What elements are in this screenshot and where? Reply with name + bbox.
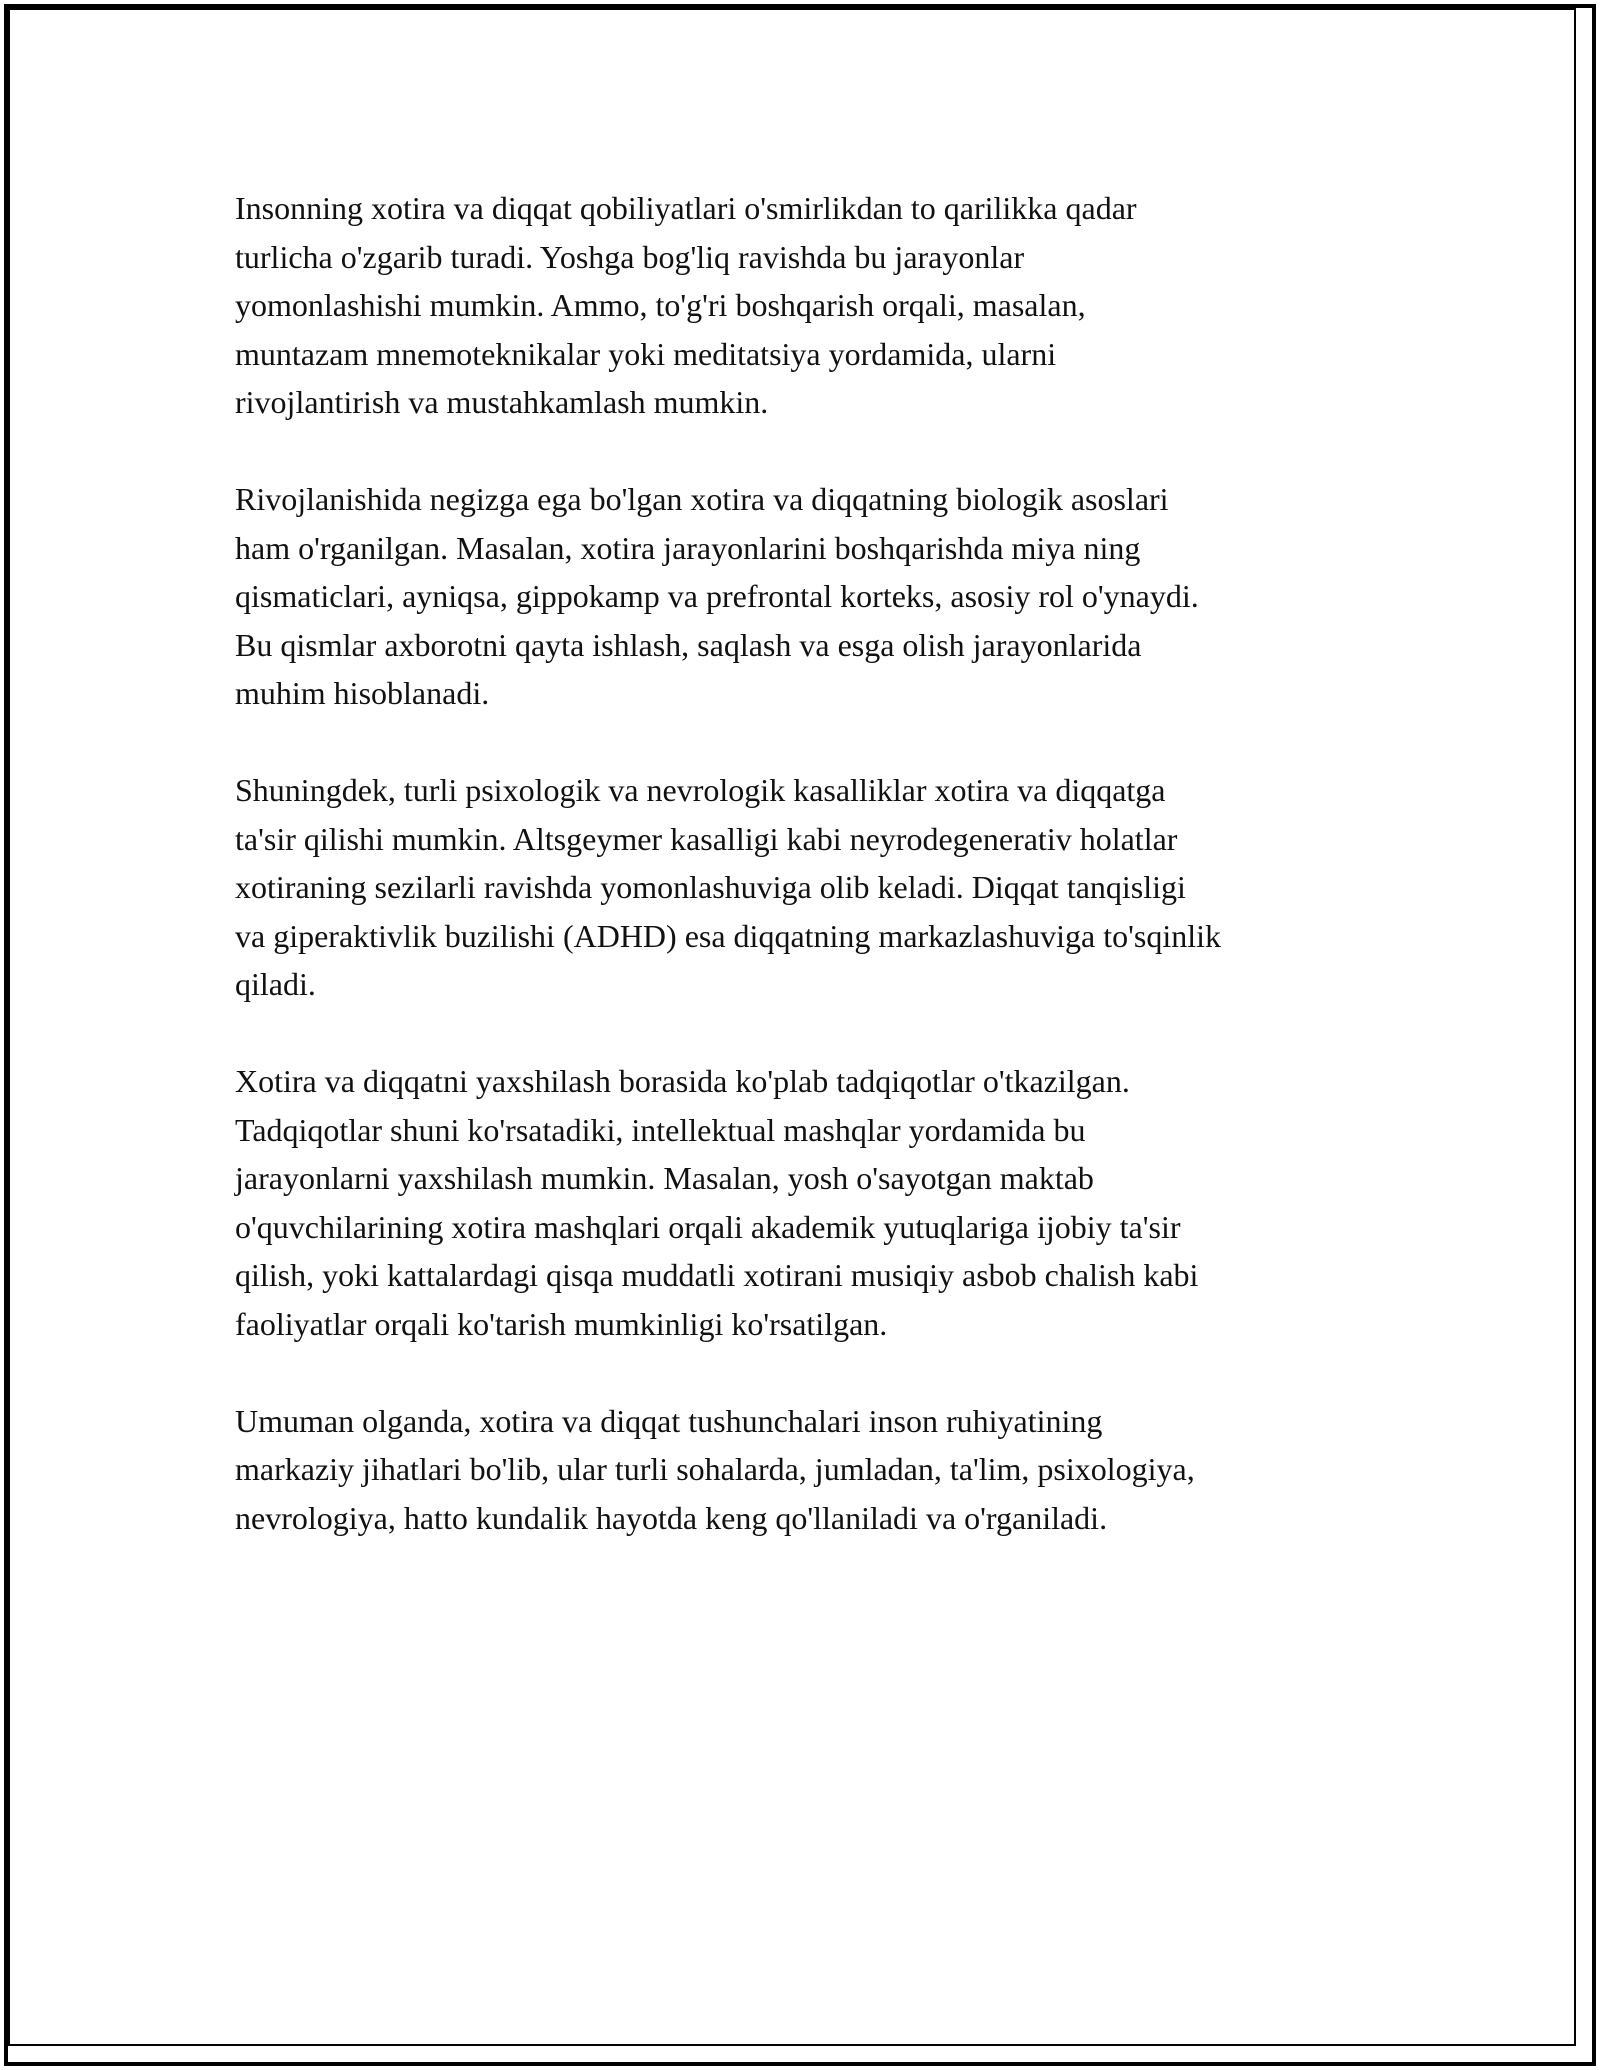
paragraph-2: Rivojlanishida negizga ega bo'lgan xotira va diqqatning biologik asoslari ham o'rganilgan. Masalan, xotira jarayonlarini boshqarishda miya ning qismaticlari, ayniqsa, gippokamp va prefrontal korteks, asosiy rol o'ynaydi. Bu qismlar axborotni qayta ishlash, saqlash va esga olish jarayonlarida muhim hisoblanadi. bbox=[235, 481, 1199, 711]
paragraph-5: Umuman olganda, xotira va diqqat tushunchalari inson ruhiyatining markaziy jihatlari bo'lib, ular turli sohalarda, jumladan, ta'lim, psixologiya, nevrologiya, hatto kundalik hayotda keng qo'llaniladi va o'rganiladi. bbox=[235, 1402, 1195, 1536]
paragraph-3: Shuningdek, turli psixologik va nevrologik kasalliklar xotira va diqqatga ta'sir qilishi mumkin. Altsgeymer kasalligi kabi neyrodegenerativ holatlar xotiraning sezilarli ravishda yomonlashuviga olib keladi. Diqqat tanqisligi va giperaktivlik buzilishi (ADHD) esa diqqatning markazlashuviga to'sqinlik qiladi. bbox=[235, 772, 1221, 1002]
paragraph-1: Insonning xotira va diqqat qobiliyatlari o'smirlikdan to qarilikka qadar turlicha o'zgarib turadi. Yoshga bog'liq ravishda bu jarayonlar yomonlashishi mumkin. Ammo, to'g'ri boshqarish orqali, masalan, muntazam mnemoteknikalar yoki meditatsiya yordamida, ularni rivojlantirish va mustahkamlash mumkin. bbox=[235, 190, 1137, 420]
paragraph-4: Xotira va diqqatni yaxshilash borasida ko'plab tadqiqotlar o'tkazilgan. Tadqiqotlar shuni ko'rsatadiki, intellektual mashqlar yordamida bu jarayonlarni yaxshilash mumkin. Masalan, yosh o'sayotgan maktab o'quvchilarining xotira mashqlari orqali akademik yutuqlariga ijobiy ta'sir qilish, yoki kattalardagi qisqa muddatli xotirani musiqiy asbob chalish kabi faoliyatlar orqali ko'tarish mumkinligi ko'rsatilgan. bbox=[235, 1063, 1199, 1342]
document-body bbox=[235, 184, 1375, 1591]
